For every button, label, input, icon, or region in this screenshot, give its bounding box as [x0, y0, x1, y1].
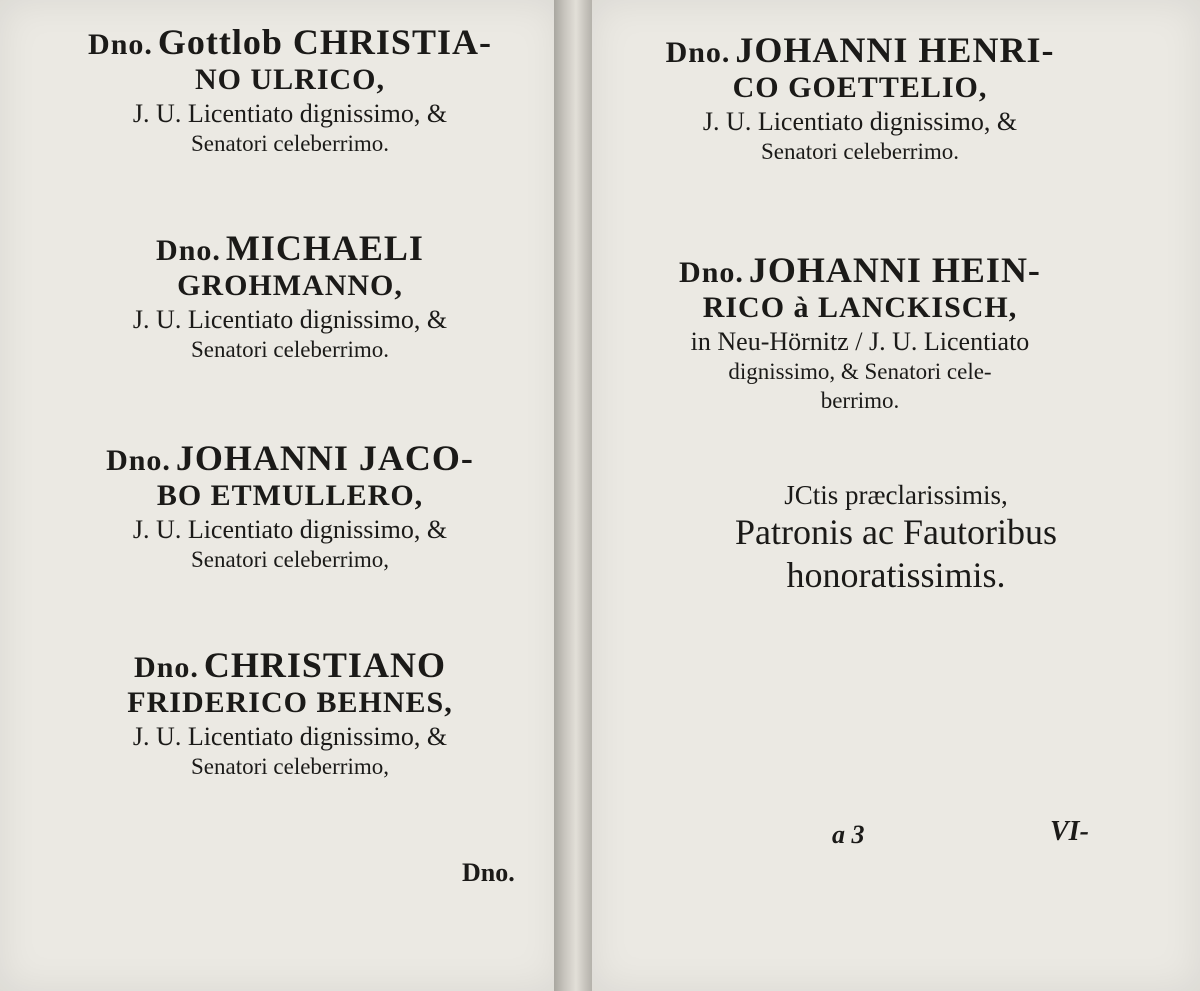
- entry-name-line-2: BO ETMULLERO,: [156, 479, 424, 513]
- entry-title-line-2: Senatori celeberrimo.: [761, 139, 959, 165]
- entry-name-line: CHRISTIANO: [203, 645, 446, 685]
- dedication-entry-etmullero: [30, 438, 550, 575]
- dno-label: Dno.: [679, 256, 744, 289]
- entry-name-line-2: NO ULRICO,: [194, 63, 385, 97]
- page-mark: VI-: [1050, 816, 1089, 847]
- dedication-entry-lanckisch: [600, 250, 1120, 416]
- entry-title-line: J. U. Licentiato dignissimo, &: [132, 514, 448, 544]
- entry-title-line: J. U. Licentiato dignissimo, &: [132, 304, 448, 334]
- entry-title-line-2: Senatori celeberrimo,: [191, 547, 389, 573]
- dno-label: Dno.: [88, 28, 153, 61]
- signature-mark: a 3: [832, 820, 865, 849]
- dno-label: Dno.: [665, 36, 731, 69]
- dno-label: Dno.: [134, 651, 199, 684]
- catchword: Dno.: [462, 858, 515, 887]
- closing-line-3: honoratissimis.: [786, 555, 1006, 596]
- dedication-entry-ulrico: [30, 22, 550, 159]
- entry-name-line-2: GROHMANNO,: [177, 269, 403, 303]
- dno-label: Dno.: [156, 234, 221, 267]
- entry-title-line-2: Senatori celeberrimo,: [191, 754, 389, 780]
- entry-name-line-2: FRIDERICO BEHNES,: [127, 686, 453, 720]
- entry-name-line: Gottlob CHRISTIA-: [157, 22, 492, 62]
- closing-line-1: JCtis præclarissimis,: [784, 480, 1008, 510]
- entry-title-line: J. U. Licentiato dignissimo, &: [132, 98, 448, 128]
- entry-title-line-2: Senatori celeberrimo.: [191, 337, 389, 363]
- entry-title-line: in Neu-Hörnitz / J. U. Licentiato: [690, 326, 1030, 356]
- dedication-entry-grohmanno: [30, 228, 550, 365]
- dedication-entry-behnes: [30, 645, 550, 782]
- entry-title-line: J. U. Licentiato dignissimo, &: [132, 721, 448, 751]
- entry-title-line-2: Senatori celeberrimo.: [191, 131, 389, 157]
- entry-title-line-2: dignissimo, & Senatori cele-: [728, 359, 992, 385]
- entry-name-line-2: CO GOETTELIO,: [732, 71, 988, 105]
- entry-title-line-3: berrimo.: [820, 388, 900, 414]
- entry-name-line: JOHANNI HENRI-: [735, 30, 1055, 70]
- dno-label: Dno.: [106, 444, 171, 477]
- entry-name-line: JOHANNI JACO-: [175, 438, 474, 478]
- closing-line-2: Patronis ac Fautoribus: [735, 512, 1057, 552]
- dedication-entry-goettelio: [600, 30, 1120, 167]
- entry-name-line: JOHANNI HEIN-: [748, 250, 1041, 290]
- entry-name-line-2: RICO à LANCKISCH,: [702, 291, 1018, 325]
- entry-name-line: MICHAELI: [225, 228, 424, 268]
- entry-title-line: J. U. Licentiato dignissimo, &: [702, 106, 1018, 136]
- dedication-closing: [592, 480, 1200, 597]
